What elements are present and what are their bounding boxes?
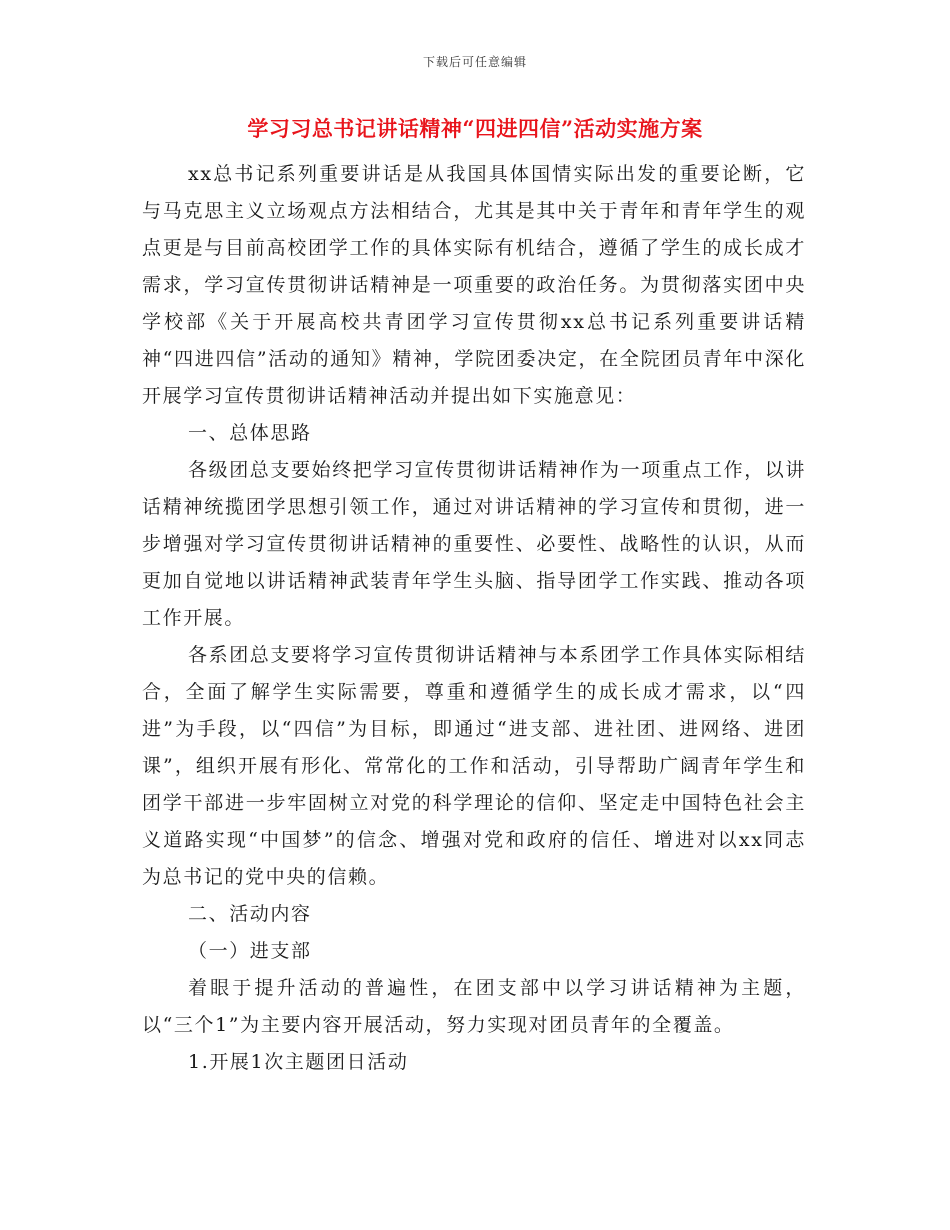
document-body (142, 156, 806, 1081)
paragraph-intro: xx总书记系列重要讲话是从我国具体国情实际出发的重要论断，它与马克思主义立场观点方法相结合，尤其是其中关于青年和青年学生的观点更是与目前高校团学工作的具体实际有机结合，遵循了学生的成长成才需求，学习宣传贯彻讲话精神是一项重要的政治任务。为贯彻落实团中央学校部《关于开展高校共青团学习宣传贯彻xx总书记系列重要讲话精神“四进四信”活动的通知》精神，学院团委决定，在全院团员青年中深化开展学习宣传贯彻讲话精神活动并提出如下实施意见： (142, 163, 806, 407)
section-heading-content: 二、活动内容 (188, 903, 312, 925)
header-note: 下载后可任意编辑 (422, 55, 527, 69)
paragraph-overall-2: 各系团总支要将学习宣传贯彻讲话精神与本系团学工作具体实际相结合，全面了解学生实际需要，尊重和遵循学生的成长成才需求，以“四进”为手段，以“四信”为目标，即通过“进支部、进社团、进网络、进团课”，组织开展有形化、常常化的工作和活动，引导帮助广阔青年学生和团学干部进一步牢固树立对党的科学理论的信仰、坚定走中国特色社会主义道路实现“中国梦”的信念、增强对党和政府的信任、增进对以xx同志为总书记的党中央的信赖。 (142, 644, 807, 888)
subsection-heading-branch: （一）进支部 (188, 940, 312, 962)
document-title: 学习习总书记讲话精神“四进四信”活动实施方案 (247, 116, 703, 141)
item-heading-1: 1.开展1次主题团日活动 (188, 1051, 409, 1073)
paragraph-overall-1: 各级团总支要始终把学习宣传贯彻讲话精神作为一项重点工作，以讲话精神统揽团学思想引领工作，通过对讲话精神的学习宣传和贯彻，进一步增强对学习宣传贯彻讲话精神的重要性、必要性、战略性的认识，从而更加自觉地以讲话精神武装青年学生头脑、指导团学工作实践、推动各项工作开展。 (142, 459, 807, 629)
paragraph-branch: 着眼于提升活动的普遍性，在团支部中以学习讲话精神为主题，以“三个1”为主要内容开展活动，努力实现对团员青年的全覆盖。 (142, 977, 806, 1036)
section-heading-overall: 一、总体思路 (188, 422, 312, 444)
